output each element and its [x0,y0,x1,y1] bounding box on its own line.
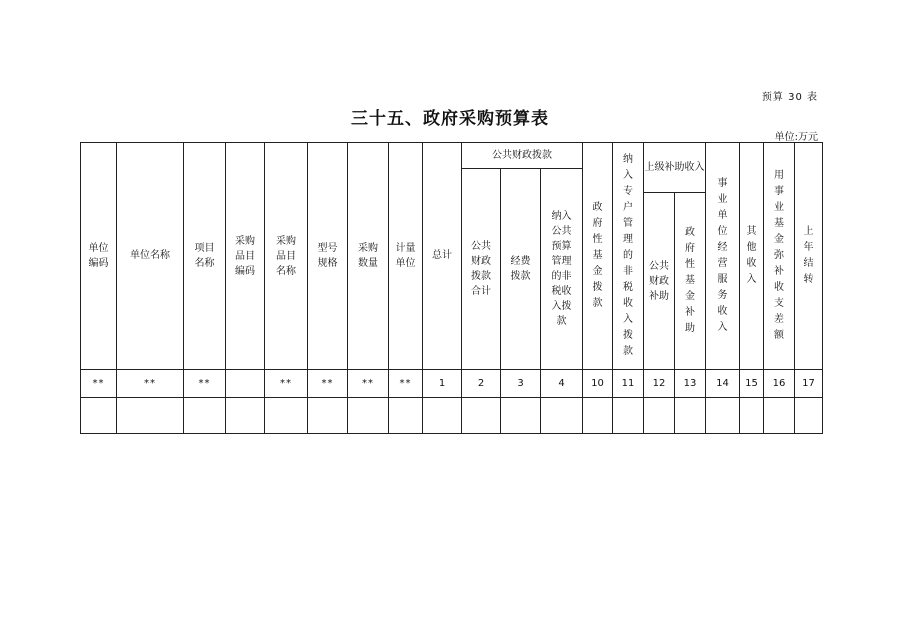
data-cell [462,398,501,434]
data-cell [706,398,740,434]
data-cell [265,398,308,434]
index-cell: 12 [644,370,675,398]
header-total: 总计 [423,143,462,370]
data-cell [226,398,265,434]
index-cell: 16 [764,370,795,398]
data-cell [389,398,423,434]
index-cell: ** [265,370,308,398]
data-cell [348,398,389,434]
index-cell: 10 [583,370,613,398]
data-cell [795,398,823,434]
index-cell: ** [389,370,423,398]
page-title: 三十五、政府采购预算表 [351,109,549,129]
data-cell [541,398,583,434]
data-cell [583,398,613,434]
index-cell: 11 [613,370,644,398]
data-cell [117,398,184,434]
header-public-finance-group: 公共财政拨款 [462,143,583,169]
index-cell: ** [348,370,389,398]
header-gov-fund-subsidy: 政府性基金补助 [675,193,706,370]
index-cell: ** [117,370,184,398]
data-cell [613,398,644,434]
data-cell [675,398,706,434]
header-model-spec: 型号规格 [308,143,348,370]
header-item-name: 采购品目名称 [265,143,308,370]
header-measure-unit: 计量单位 [389,143,423,370]
header-other-income: 其他收入 [740,143,764,370]
index-cell: ** [308,370,348,398]
header-quantity: 采购数量 [348,143,389,370]
header-public-finance-total: 公共财政拨款合计 [462,169,501,370]
header-reserve-fund: 用事业基金弥补收支差额 [764,143,795,370]
index-cell [226,370,265,398]
header-funding-allocation: 经费拨款 [501,169,541,370]
header-superior-subsidy-group: 上级补助收入 [644,143,706,193]
header-special-account: 纳入专户管理的非税收入拨款 [613,143,644,370]
table-row [81,398,823,434]
header-business-income: 事业单位经营服务收入 [706,143,740,370]
data-cell [644,398,675,434]
index-cell: 13 [675,370,706,398]
header-unit-code: 单位编码 [81,143,117,370]
index-cell: 3 [501,370,541,398]
header-unit-name: 单位名称 [117,143,184,370]
header-non-tax-budget: 纳入公共预算管理的非税收入拨款 [541,169,583,370]
data-cell [308,398,348,434]
unit-label: 单位:万元 [774,132,818,143]
index-cell: 2 [462,370,501,398]
header-item-code: 采购品目编码 [226,143,265,370]
index-cell: 14 [706,370,740,398]
header-public-finance-subsidy: 公共财政补助 [644,193,675,370]
index-cell: ** [184,370,226,398]
index-cell: 4 [541,370,583,398]
form-number: 预算 30 表 [761,92,818,103]
data-cell [81,398,117,434]
data-cell [501,398,541,434]
data-cell [184,398,226,434]
data-cell [740,398,764,434]
data-cell [764,398,795,434]
procurement-budget-table [80,142,823,434]
index-row [81,370,823,398]
index-cell: 15 [740,370,764,398]
index-cell: 17 [795,370,823,398]
index-cell: ** [81,370,117,398]
header-carryover: 上年结转 [795,143,823,370]
data-cell [423,398,462,434]
header-gov-fund: 政府性基金拨款 [583,143,613,370]
header-project-name: 项目名称 [184,143,226,370]
index-cell: 1 [423,370,462,398]
